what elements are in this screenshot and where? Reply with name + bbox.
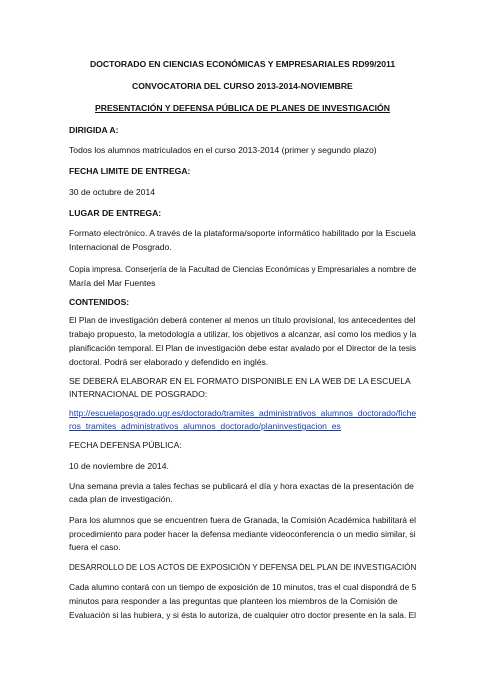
plan-format-link-line1[interactable]: http://escuelaposgrado.ugr.es/doctorado/tramites_administrativos_alumnos_doctorado/fiche [69,408,417,418]
fecha-limite-text: 30 de octubre de 2014 [69,187,156,197]
lugar-para1-line2: Internacional de Posgrado. [69,242,172,252]
format-notice-line1: SE DEBERÁ ELABORAR EN EL FORMATO DISPONIBLE EN LA WEB DE LA ESCUELA [69,376,411,386]
section-heading-dirigida: DIRIGIDA A: [69,125,119,135]
section-heading-fecha-limite: FECHA LIMITE DE ENTREGA: [69,166,191,176]
defensa-para1-line2: cada plan de investigación. [69,494,173,504]
defensa-para2-line2: procedimiento para poder hacer la defensa mediante videoconferencia o un medio similar, si [69,529,416,539]
defensa-para2-line1: Para los alumnos que se encuentren fuera de Granada, la Comisión Académica habilitará el [69,515,417,525]
lugar-para1-line1: Formato electrónico. A través de la plataforma/soporte informático habilitado por la Escuela [69,228,416,238]
doc-header-subject: PRESENTACIÓN Y DEFENSA PÚBLICA DE PLANES DE INVESTIGACIÓN [95,103,390,113]
defensa-para1-line1: Una semana previa a tales fechas se publicará el día y hora exactas de la presentación de [69,481,414,491]
section-heading-fecha-defensa: FECHA DEFENSA PÚBLICA: [69,440,182,450]
lugar-para2-line2: María del Mar Fuentes [69,278,156,288]
desarrollo-line-3: Evaluación si las hubiera, y si ésta lo autoriza, de cualquier otro doctor presente en la sala. El [69,610,416,620]
fecha-defensa-text: 10 de noviembre de 2014. [69,461,169,471]
section-heading-desarrollo: DESARROLLO DE LOS ACTOS DE EXPOSICIÓN Y DEFENSA DEL PLAN DE INVESTIGACIÓN [69,562,417,572]
doc-header-convocatoria: CONVOCATORIA DEL CURSO 2013-2014-NOVIEMBRE [132,81,353,91]
doc-header-title: DOCTORADO EN CIENCIAS ECONÓMICAS Y EMPRESARIALES RD99/2011 [90,59,396,69]
plan-format-link-line2[interactable]: ros_tramites_administrativos_alumnos_doctorado/planinvestigacion_es [69,421,341,431]
contenidos-line-1: El Plan de investigación deberá contener al menos un título provisional, los antecedentes del [69,315,416,325]
contenidos-line-2: trabajo propuesto, la metodología a utilizar, los objetivos a alcanzar, así como los medios y la [69,329,417,339]
lugar-para2-line1: Copia impresa. Conserjería de la Facultad de Ciencias Económicas y Empresariales a nombre de [69,264,417,274]
dirigida-text: Todos los alumnos matriculados en el curso 2013-2014 (primer y segundo plazo) [69,145,377,155]
section-heading-contenidos: CONTENIDOS: [69,297,130,307]
contenidos-line-4: doctoral. Podrá ser elaborado y defendido en inglés. [69,357,269,367]
desarrollo-line-1: Cada alumno contará con un tiempo de exposición de 10 minutos, tras el cual dispondrá de 5 [69,582,417,592]
contenidos-line-3: planificación temporal. El Plan de investigación debe estar avalado por el Director de la tesis [69,343,417,353]
defensa-para2-line3: fuera el caso. [69,542,121,552]
desarrollo-line-2: minutos para responder a las preguntas que planteen los miembros de la Comisión de [69,596,398,606]
section-heading-lugar: LUGAR DE ENTREGA: [69,208,162,218]
format-notice-line2: INTERNACIONAL DE POSGRADO: [69,389,208,399]
